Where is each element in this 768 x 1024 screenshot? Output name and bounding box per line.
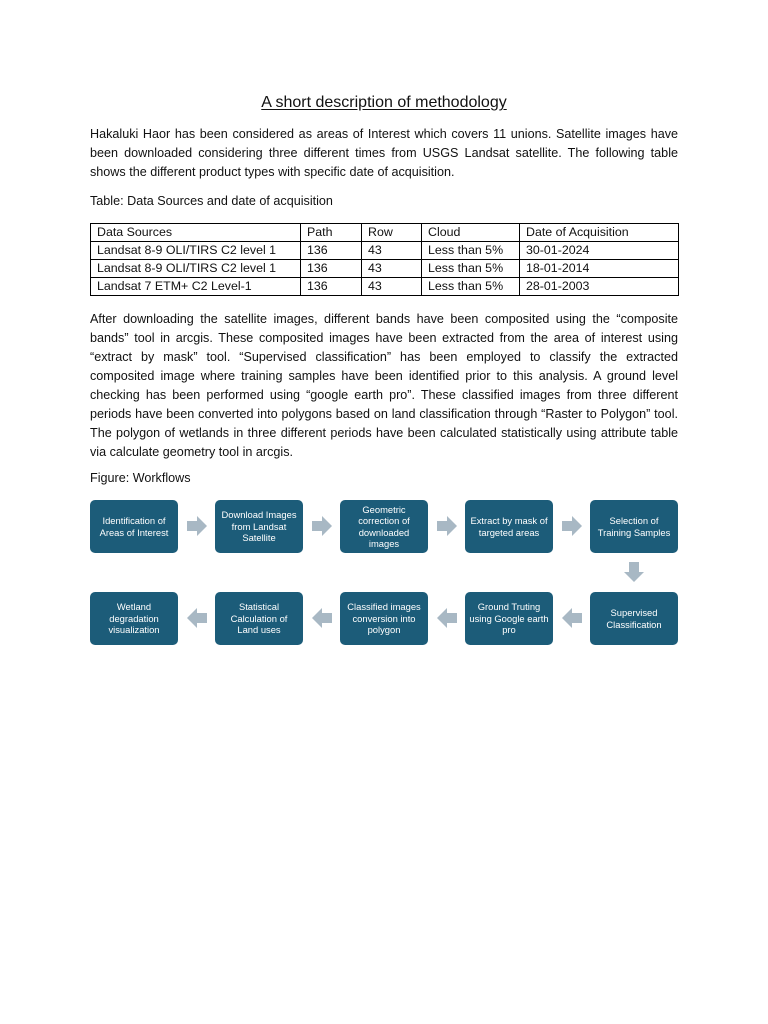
workflow-step-polygon-conversion: Classified images conversion into polygon — [340, 592, 428, 645]
column-header-path: Path — [301, 224, 362, 242]
workflow-step-ground-truthing: Ground Truting using Google earth pro — [465, 592, 553, 645]
cell-cloud: Less than 5% — [422, 260, 520, 278]
cell-date: 28-01-2003 — [520, 278, 679, 296]
arrow-down-icon — [624, 562, 644, 582]
workflow-step-geometric-correction: Geometric correction of downloaded images — [340, 500, 428, 553]
workflow-step-identification: Identification of Areas of Interest — [90, 500, 178, 553]
cell-data-source: Landsat 8-9 OLI/TIRS C2 level 1 — [91, 260, 301, 278]
arrow-left-icon — [187, 608, 207, 628]
cell-data-source: Landsat 8-9 OLI/TIRS C2 level 1 — [91, 242, 301, 260]
cell-data-source: Landsat 7 ETM+ C2 Level-1 — [91, 278, 301, 296]
method-paragraph: After downloading the satellite images, different bands have been composited using the “composite bands” tool in arcgis. These composited images have been extracted from the area of interest using “extract by mask” tool. “Supervised classification” has been employed to classify the extracted composited image where training samples have been identified prior to this analysis. A ground level checking has been performed using “google earth pro”. These classified images from three different periods have been converted into polygons based on land classification through “Raster to Polygon” tool. The polygon of wetlands in three different periods have been calculated statistically using attribute table via calculate geometry tool in arcgis. — [90, 312, 678, 459]
table-caption: Table: Data Sources and date of acquisition — [90, 194, 333, 208]
column-header-data-sources: Data Sources — [91, 224, 301, 242]
workflow-step-training-samples: Selection of Training Samples — [590, 500, 678, 553]
document-title: A short description of methodology — [261, 94, 507, 111]
cell-path: 136 — [301, 278, 362, 296]
cell-path: 136 — [301, 242, 362, 260]
table-row — [91, 278, 679, 296]
table-row — [91, 260, 679, 278]
column-header-cloud: Cloud — [422, 224, 520, 242]
cell-row: 43 — [362, 260, 422, 278]
arrow-left-icon — [312, 608, 332, 628]
cell-cloud: Less than 5% — [422, 242, 520, 260]
arrow-right-icon — [187, 516, 207, 536]
workflow-step-supervised-classification: Supervised Classification — [590, 592, 678, 645]
column-header-date: Date of Acquisition — [520, 224, 679, 242]
cell-row: 43 — [362, 242, 422, 260]
cell-row: 43 — [362, 278, 422, 296]
data-sources-table — [90, 223, 679, 296]
cell-date: 18-01-2014 — [520, 260, 679, 278]
intro-paragraph: Hakaluki Haor has been considered as areas of Interest which covers 11 unions. Satellite images have been downloaded considering three different times from USGS Landsat satellite. The following table shows the different product types with specific date of acquisition. — [90, 127, 678, 179]
column-header-row: Row — [362, 224, 422, 242]
arrow-right-icon — [562, 516, 582, 536]
table-row — [91, 242, 679, 260]
arrow-right-icon — [312, 516, 332, 536]
workflow-step-statistical-calculation: Statistical Calculation of Land uses — [215, 592, 303, 645]
workflow-step-degradation-visualization: Wetland degradation visualization — [90, 592, 178, 645]
arrow-right-icon — [437, 516, 457, 536]
cell-cloud: Less than 5% — [422, 278, 520, 296]
arrow-left-icon — [562, 608, 582, 628]
figure-caption: Figure: Workflows — [90, 471, 191, 485]
workflow-step-extract-by-mask: Extract by mask of targeted areas — [465, 500, 553, 553]
arrow-left-icon — [437, 608, 457, 628]
cell-path: 136 — [301, 260, 362, 278]
cell-date: 30-01-2024 — [520, 242, 679, 260]
table-header-row — [91, 224, 679, 242]
workflow-step-download: Download Images from Landsat Satellite — [215, 500, 303, 553]
